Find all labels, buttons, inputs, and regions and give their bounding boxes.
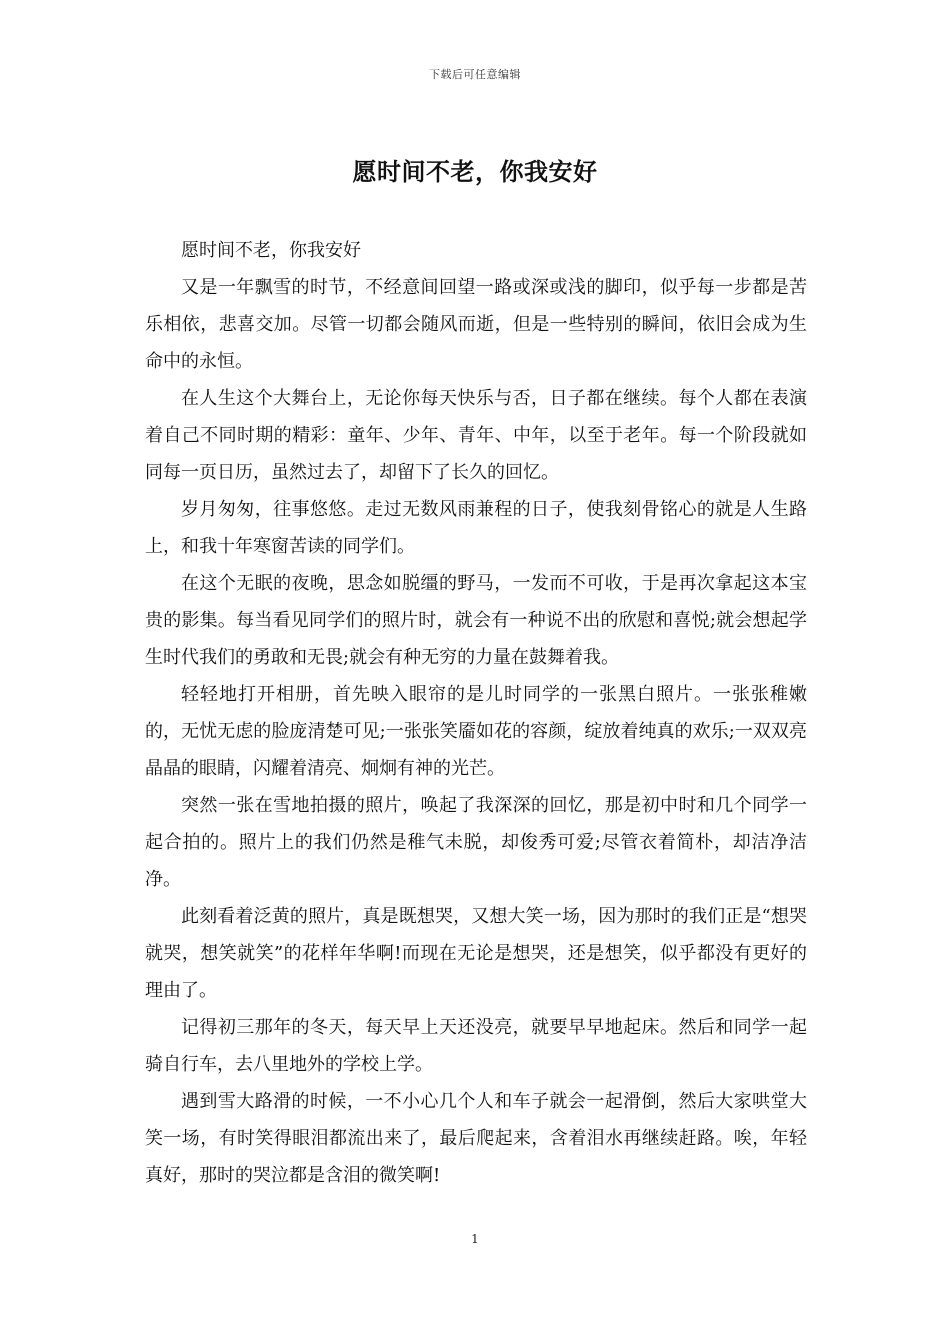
page-header-note: 下载后可任意编辑 — [429, 68, 521, 81]
page-number: 1 — [471, 1232, 479, 1246]
paragraph: 轻轻地打开相册，首先映入眼帘的是儿时同学的一张黑白照片。一张张稚嫩的，无忧无虑的脸庞清楚可见;一张张笑靥如花的容颜，绽放着纯真的欢乐;一双双亮晶晶的眼睛，闪耀着清亮、炯炯有神的光芒。 — [145, 684, 807, 779]
paragraph: 愿时间不老，你我安好 — [181, 240, 361, 261]
paragraph: 在人生这个大舞台上，无论你每天快乐与否，日子都在继续。每个人都在表演着自己不同时期的精彩：童年、少年、青年、中年，以至于老年。每一个阶段就如同每一页日历，虽然过去了，却留下了长久的回忆。 — [145, 388, 807, 483]
document-body — [145, 232, 807, 1194]
paragraph: 记得初三那年的冬天，每天早上天还没亮，就要早早地起床。然后和同学一起骑自行车，去八里地外的学校上学。 — [145, 1017, 807, 1075]
paragraph: 突然一张在雪地拍摄的照片，唤起了我深深的回忆，那是初中时和几个同学一起合拍的。照片上的我们仍然是稚气未脱，却俊秀可爱;尽管衣着简朴，却洁净洁净。 — [145, 795, 807, 890]
paragraph: 此刻看着泛黄的照片，真是既想哭，又想大笑一场，因为那时的我们正是“想哭就哭，想笑就笑”的花样年华啊!而现在无论是想哭，还是想笑，似乎都没有更好的理由了。 — [145, 906, 807, 1001]
paragraph: 遇到雪大路滑的时候，一不小心几个人和车子就会一起滑倒，然后大家哄堂大笑一场，有时笑得眼泪都流出来了，最后爬起来，含着泪水再继续赶路。唉，年轻真好，那时的哭泣都是含泪的微笑啊! — [145, 1091, 807, 1186]
document-title: 愿时间不老，你我安好 — [352, 157, 598, 186]
paragraph: 在这个无眠的夜晚，思念如脱缰的野马，一发而不可收，于是再次拿起这本宝贵的影集。每当看见同学们的照片时，就会有一种说不出的欣慰和喜悦;就会想起学生时代我们的勇敢和无畏;就会有种无穷的力量在鼓舞着我。 — [145, 573, 807, 668]
paragraph: 又是一年飘雪的时节，不经意间回望一路或深或浅的脚印，似乎每一步都是苦乐相依，悲喜交加。尽管一切都会随风而逝，但是一些特别的瞬间，依旧会成为生命中的永恒。 — [145, 277, 807, 372]
paragraph: 岁月匆匆，往事悠悠。走过无数风雨兼程的日子，使我刻骨铭心的就是人生路上，和我十年寒窗苦读的同学们。 — [145, 499, 807, 557]
